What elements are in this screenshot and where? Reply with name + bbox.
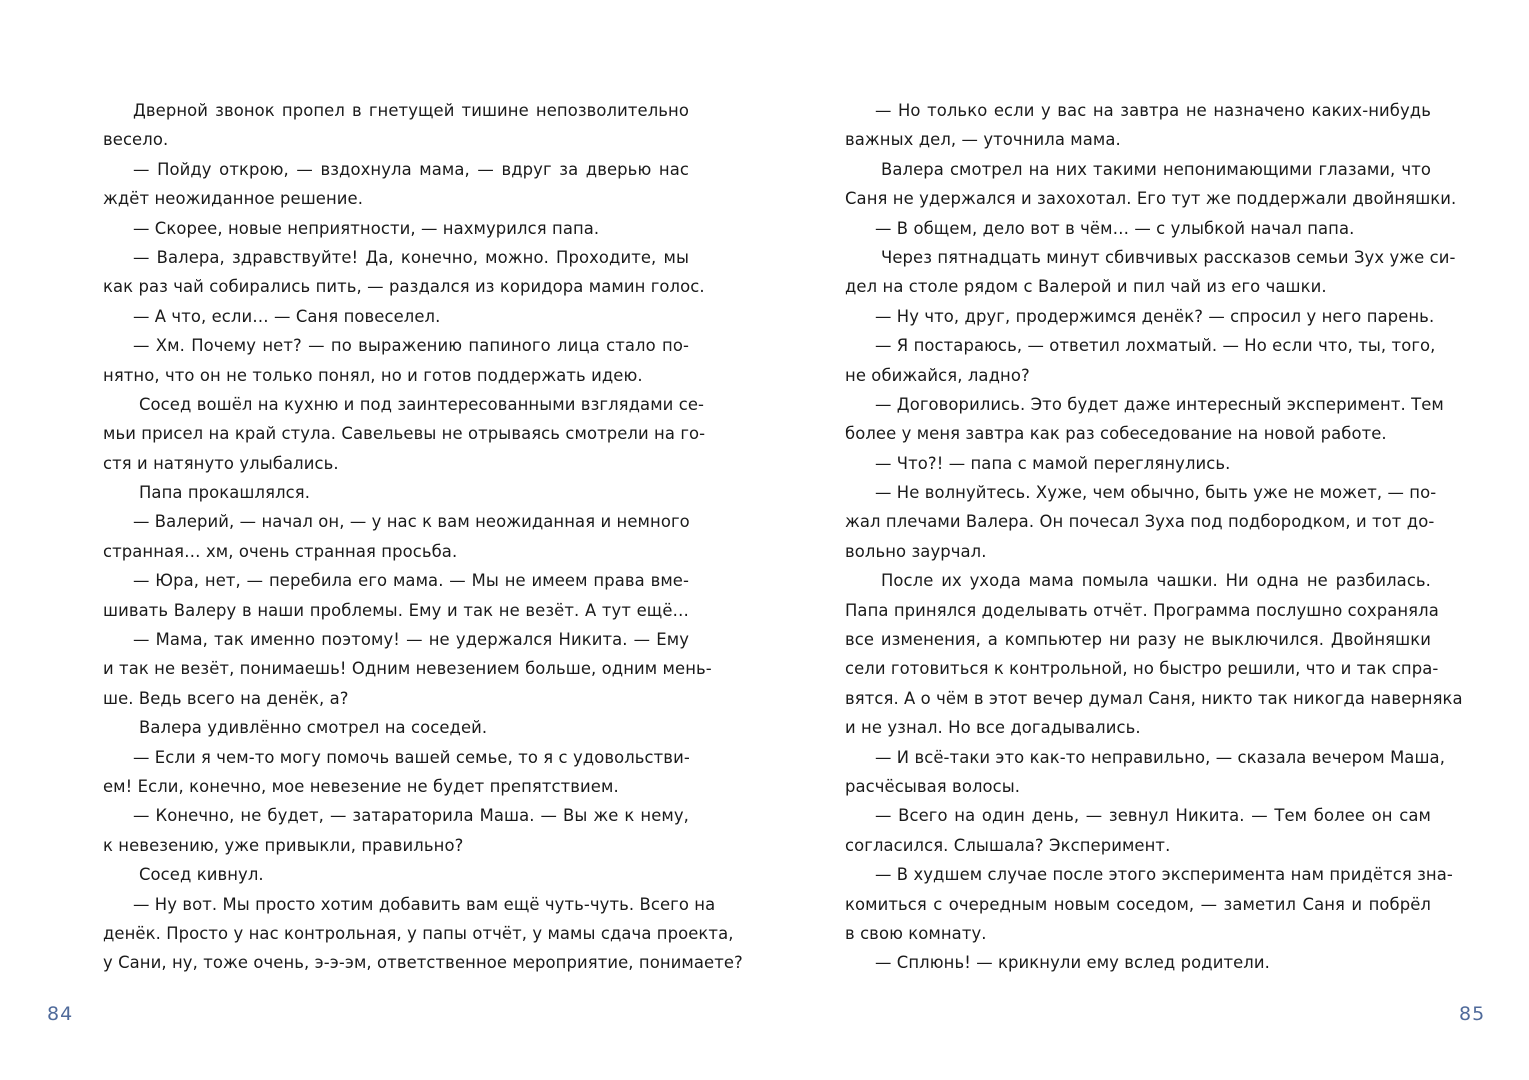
right-page-text [845, 96, 1463, 978]
text-line: расчёсывая волосы. [845, 776, 1021, 796]
text-line: весело. [103, 130, 169, 150]
text-line: Саня не удержался и захохотал. Его тут же поддержали двойняшки. [845, 189, 1457, 209]
text-line: — Что?! — папа с мамой переглянулись. [875, 453, 1231, 473]
text-line: ем! Если, конечно, мое невезение не будет препятствием. [103, 776, 619, 796]
text-line: денёк. Просто у нас контрольная, у папы отчёт, у мамы сдача проекта, [103, 923, 734, 943]
text-line: у Сани, ну, тоже очень, э-э-эм, ответственное мероприятие, понимаете? [103, 953, 743, 973]
text-line: ше. Ведь всего на денёк, а? [103, 688, 349, 708]
text-line: все изменения, а компьютер ни разу не выключился. Двойняшки [845, 630, 1431, 650]
text-line: — А что, если… — Саня повеселел. [133, 306, 441, 326]
text-line: стя и натянуто улыбались. [103, 453, 339, 473]
text-line: в свою комнату. [845, 923, 987, 943]
text-line: — Если я чем-то могу помочь вашей семье, то я с удовольстви- [133, 747, 690, 767]
text-line: — Валера, здравствуйте! Да, конечно, можно. Проходите, мы [133, 247, 689, 267]
text-line: — Но только если у вас на завтра не назначено каких-нибудь [875, 101, 1431, 120]
text-line: Сосед кивнул. [139, 865, 264, 885]
text-line: не обижайся, ладно? [845, 365, 1030, 385]
text-line: шивать Валеру в наши проблемы. Ему и так не везёт. А тут ещё… [103, 600, 689, 620]
text-line: — Юра, нет, — перебила его мама. — Мы не имеем права вме- [133, 571, 689, 591]
text-line: — Пойду открою, — вздохнула мама, — вдруг за дверью нас [133, 159, 689, 179]
page-number-right: 85 [1459, 1003, 1486, 1025]
text-line: и так не везёт, понимаешь! Одним невезением больше, одним мень- [103, 659, 712, 679]
text-line: Валера смотрел на них такими непонимающими глазами, что [881, 159, 1431, 179]
text-line: — Мама, так именно поэтому! — не удержался Никита. — Ему [133, 630, 689, 650]
text-line: — И всё-таки это как-то неправильно, — сказала вечером Маша, [875, 747, 1446, 767]
left-page-text [103, 96, 743, 978]
text-line: мьи присел на край стула. Савельевы не отрываясь смотрели на го- [103, 424, 706, 444]
text-line: — Валерий, — начал он, — у нас к вам неожиданная и немного [133, 512, 690, 532]
text-line: как раз чай собирались пить, — раздался из коридора мамин голос. [103, 277, 705, 297]
text-line: — Сплюнь! — крикнули ему вслед родители. [875, 953, 1270, 973]
text-line: вольно заурчал. [845, 541, 987, 561]
text-line: — Всего на один день, — зевнул Никита. — Тем более он сам [875, 806, 1431, 826]
text-line: — Договорились. Это будет даже интересный эксперимент. Тем [875, 394, 1444, 414]
text-line: вятся. А о чём в этот вечер думал Саня, никто так никогда наверняка [845, 688, 1463, 708]
text-line: важных дел, — уточнила мама. [845, 130, 1121, 150]
text-line: — Не волнуйтесь. Хуже, чем обычно, быть уже не может, — по- [875, 483, 1437, 503]
text-line: Папа принялся доделывать отчёт. Программа послушно сохраняла [845, 600, 1439, 620]
text-line: — Хм. Почему нет? — по выражению папиного лица стало по- [133, 336, 689, 356]
text-line: После их ухода мама помыла чашки. Ни одна не разбилась. [881, 571, 1431, 591]
text-line: — Я постараюсь, — ответил лохматый. — Но если что, ты, того, [875, 336, 1436, 356]
text-line: сели готовиться к контрольной, но быстро решили, что и так спра- [845, 659, 1439, 679]
text-line: и не узнал. Но все догадывались. [845, 718, 1141, 738]
text-line: — В общем, дело вот в чём… — с улыбкой начал папа. [875, 218, 1355, 238]
text-line: странная… хм, очень странная просьба. [103, 541, 458, 561]
text-line: дел на столе рядом с Валерой и пил чай из его чашки. [845, 277, 1327, 297]
text-line: Сосед вошёл на кухню и под заинтересованными взглядами се- [139, 394, 705, 414]
text-line: Через пятнадцать минут сбивчивых рассказов семьи Зух уже си- [881, 247, 1456, 267]
text-line: — Ну вот. Мы просто хотим добавить вам ещё чуть-чуть. Всего на [133, 894, 716, 914]
text-line: согласился. Слышала? Эксперимент. [845, 835, 1171, 855]
text-line: — Конечно, не будет, — затараторила Маша. — Вы же к нему, [133, 806, 689, 826]
text-line: жал плечами Валера. Он почесал Зуха под подбородком, и тот до- [845, 512, 1435, 532]
page-number-left: 84 [47, 1003, 74, 1025]
text-line: комиться с очередным новым соседом, — заметил Саня и побрёл [845, 894, 1431, 914]
text-line: ждёт неожиданное решение. [103, 189, 364, 209]
text-line: — В худшем случае после этого эксперимента нам придётся зна- [875, 865, 1453, 885]
text-line: — Ну что, друг, продержимся денёк? — спросил у него парень. [875, 306, 1435, 326]
text-line: к невезению, уже привыкли, правильно? [103, 835, 464, 855]
text-line: Валера удивлённо смотрел на соседей. [139, 718, 488, 738]
text-line: — Скорее, новые неприятности, — нахмурился папа. [133, 218, 600, 238]
text-line: более у меня завтра как раз собеседование на новой работе. [845, 424, 1387, 444]
text-line: Дверной звонок пропел в гнетущей тишине непозволительно [133, 101, 689, 120]
text-line: нятно, что он не только понял, но и готов поддержать идею. [103, 365, 643, 385]
text-line: Папа прокашлялся. [139, 483, 311, 503]
